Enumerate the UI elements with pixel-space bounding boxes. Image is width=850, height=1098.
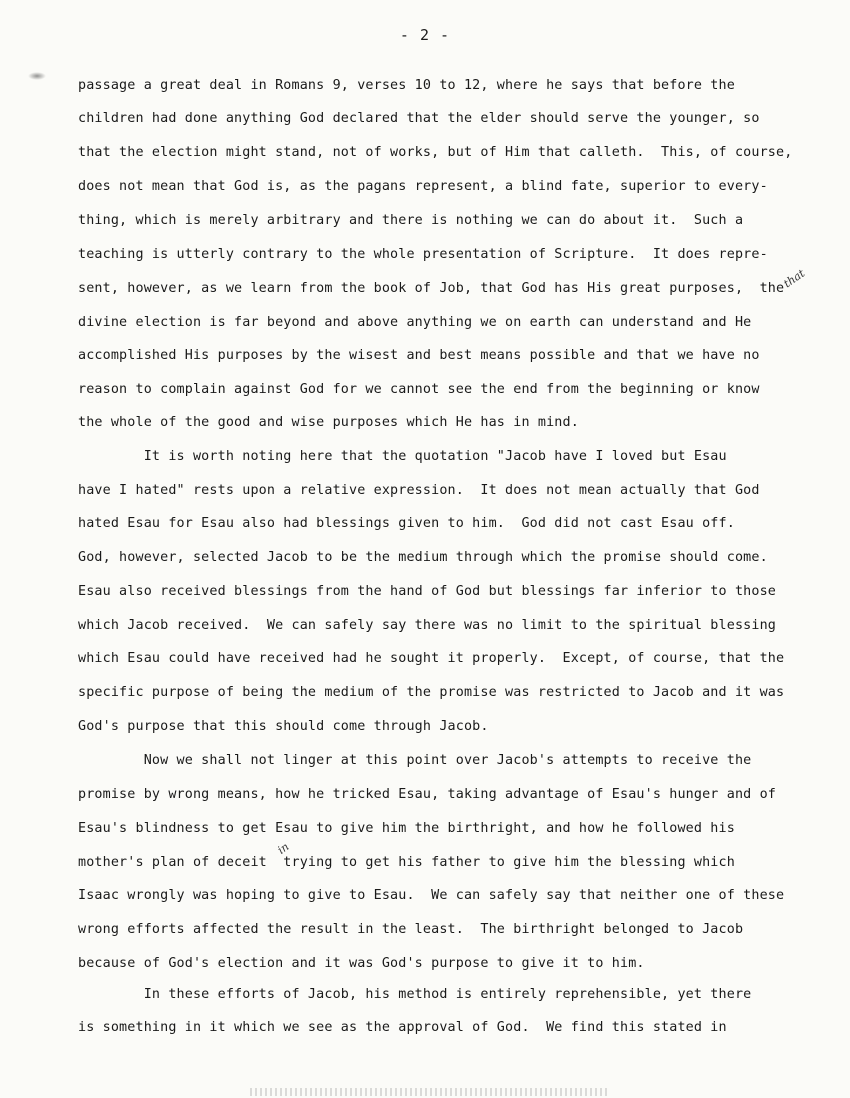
text-line: teaching is utterly contrary to the whole presentation of Scripture. It does repre-: [78, 247, 768, 262]
text-line: children had done anything God declared that the elder should serve the younger, so: [78, 111, 760, 126]
text-line: Esau also received blessings from the hand of God but blessings far inferior to those: [78, 584, 777, 599]
text-line: hated Esau for Esau also had blessings given to him. God did not cast Esau off.: [78, 516, 735, 531]
text-line: passage a great deal in Romans 9, verses 10 to 12, where he says that before the: [78, 78, 735, 93]
text-line: Esau's blindness to get Esau to give him the birthright, and how he followed his: [78, 821, 735, 836]
text-line: God's purpose that this should come through Jacob.: [78, 719, 489, 734]
text-line: does not mean that God is, as the pagans represent, a blind fate, superior to every-: [78, 179, 768, 194]
text-line: wrong efforts affected the result in the least. The birthright belonged to Jacob: [78, 922, 744, 937]
text-line: have I hated" rests upon a relative expression. It does not mean actually that God: [78, 483, 760, 498]
text-line: reason to complain against God for we cannot see the end from the beginning or know: [78, 382, 760, 397]
text-line: that the election might stand, not of works, but of Him that calleth. This, of course,: [78, 145, 793, 160]
text-line: Now we shall not linger at this point over Jacob's attempts to receive the: [78, 753, 752, 768]
text-line: promise by wrong means, how he tricked Esau, taking advantage of Esau's hunger and of: [78, 787, 777, 802]
text-line: accomplished His purposes by the wisest and best means possible and that we have no: [78, 348, 760, 363]
text-line: Isaac wrongly was hoping to give to Esau. We can safely say that neither one of these: [78, 888, 785, 903]
text-line: which Jacob received. We can safely say there was no limit to the spiritual blessing: [78, 618, 777, 633]
text-line: because of God's election and it was God's purpose to give it to him.: [78, 956, 645, 971]
text-line: which Esau could have received had he sought it properly. Except, of course, that the: [78, 651, 785, 666]
text-line: God, however, selected Jacob to be the medium through which the promise should come.: [78, 550, 768, 565]
text-line: sent, however, as we learn from the book of Job, that God has His great purposes, the: [78, 281, 785, 296]
text-line: thing, which is merely arbitrary and there is nothing we can do about it. Such a: [78, 213, 744, 228]
handwritten-insert-that: that: [781, 266, 808, 291]
scan-smudge: [28, 72, 46, 80]
text-line: It is worth noting here that the quotation "Jacob have I loved but Esau: [78, 449, 727, 464]
text-line: In these efforts of Jacob, his method is entirely reprehensible, yet there: [78, 987, 752, 1002]
text-line: divine election is far beyond and above anything we on earth can understand and He: [78, 315, 752, 330]
page-number: - 2 -: [399, 26, 451, 44]
handwritten-insert-in: in: [275, 840, 292, 857]
text-line: the whole of the good and wise purposes which He has in mind.: [78, 415, 579, 430]
text-line: specific purpose of being the medium of the promise was restricted to Jacob and it was: [78, 685, 785, 700]
text-line: is something in it which we see as the approval of God. We find this stated in: [78, 1020, 727, 1035]
text-line: mother's plan of deceit trying to get his father to give him the blessing which: [78, 855, 735, 870]
scan-noise: [250, 1088, 610, 1096]
